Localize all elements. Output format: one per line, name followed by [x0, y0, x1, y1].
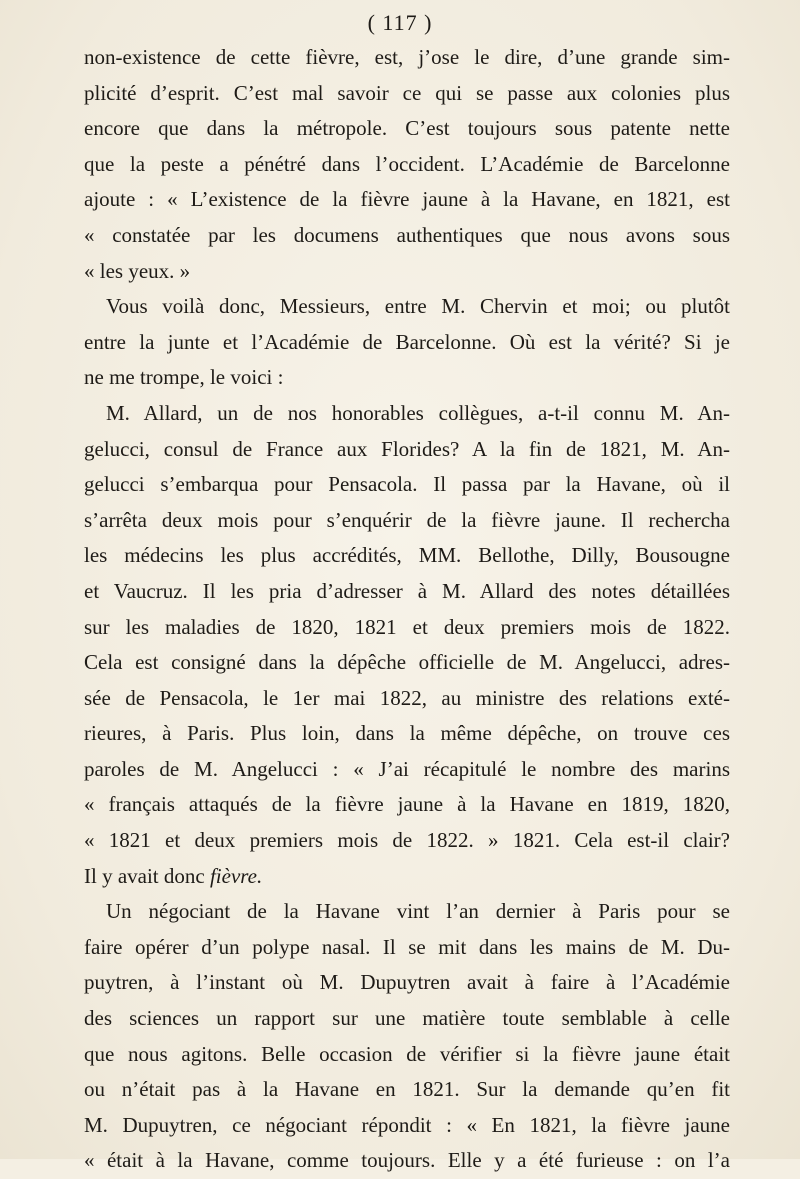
text-line-content: que nous agitons. Belle occasion de vérifier si la fièvre jaune était — [84, 1041, 730, 1066]
text-line — [84, 40, 730, 76]
text-line-content: Cela est consigné dans la dépêche officielle de M. Angelucci, adres- — [84, 650, 730, 675]
text-line — [84, 1001, 730, 1037]
text-line-content: plicité d’esprit. C’est mal savoir ce qui se passe aux colonies plus — [84, 80, 730, 105]
text-line — [84, 859, 730, 895]
text-line — [84, 111, 730, 147]
text-line — [84, 1108, 730, 1144]
text-line — [84, 1037, 730, 1073]
text-line — [84, 930, 730, 966]
text-line-content: ajoute : « L’existence de la fièvre jaune à la Havane, en 1821, est — [84, 187, 730, 212]
text-line-content: Un négociant de la Havane vint l’an dernier à Paris pour se — [106, 899, 730, 924]
text-line — [84, 182, 730, 218]
text-line-content: puytren, à l’instant où M. Dupuytren avait à faire à l’Académie — [84, 970, 730, 995]
text-line — [84, 538, 730, 574]
text-line — [84, 360, 730, 396]
italic-word: fièvre. — [209, 863, 263, 888]
text-line-content: entre la junte et l’Académie de Barcelonne. Où est la vérité? Si je — [84, 329, 730, 354]
text-line-content: gelucci s’embarqua pour Pensacola. Il passa par la Havane, où il — [84, 472, 730, 497]
text-line-content: « était à la Havane, comme toujours. Elle y a été furieuse : on l’a — [84, 1148, 730, 1173]
text-line — [84, 787, 730, 823]
page-number: ( 117 ) — [367, 10, 433, 35]
text-line-content: ou n’était pas à la Havane en 1821. Sur la demande qu’en fit — [84, 1077, 730, 1102]
text-line-content: Il y avait donc — [84, 863, 210, 888]
text-line — [84, 1143, 730, 1179]
text-line — [84, 432, 730, 468]
text-line-content: M. Allard, un de nos honorables collègues, a-t-il connu M. An- — [106, 400, 730, 425]
text-line — [84, 76, 730, 112]
text-line-content: paroles de M. Angelucci : « J’ai récapitulé le nombre des marins — [84, 756, 730, 781]
body-text — [84, 40, 730, 1179]
text-line-content: les médecins les plus accrédités, MM. Bellothe, Dilly, Bousougne — [84, 543, 730, 568]
text-line — [84, 574, 730, 610]
text-line — [84, 325, 730, 361]
text-line — [84, 681, 730, 717]
text-line-content: et Vaucruz. Il les pria d’adresser à M. Allard des notes détaillées — [84, 578, 730, 603]
text-line — [84, 610, 730, 646]
text-line-content: sée de Pensacola, le 1er mai 1822, au ministre des relations exté- — [84, 685, 730, 710]
text-line-content: non-existence de cette fièvre, est, j’ose le dire, d’une grande sim- — [84, 45, 730, 69]
text-line-content: gelucci, consul de France aux Florides? A la fin de 1821, M. An- — [84, 436, 730, 461]
text-line — [84, 503, 730, 539]
text-line — [84, 396, 730, 432]
text-line — [84, 1072, 730, 1108]
text-line-content: « français attaqués de la fièvre jaune à la Havane en 1819, 1820, — [84, 792, 730, 817]
text-line — [84, 147, 730, 183]
text-line — [84, 218, 730, 254]
text-line — [84, 716, 730, 752]
text-line-content: Vous voilà donc, Messieurs, entre M. Chervin et moi; ou plutôt — [106, 294, 730, 319]
text-line — [84, 823, 730, 859]
text-line-content: « 1821 et deux premiers mois de 1822. » 1821. Cela est-il clair? — [84, 828, 730, 853]
text-line-content: s’arrêta deux mois pour s’enquérir de la fièvre jaune. Il rechercha — [84, 507, 730, 532]
text-line-content: « les yeux. » — [84, 258, 191, 283]
text-line — [84, 965, 730, 1001]
text-line — [84, 894, 730, 930]
text-line-content: ne me trompe, le voici : — [84, 365, 284, 390]
text-line-content: M. Dupuytren, ce négociant répondit : « En 1821, la fièvre jaune — [84, 1112, 730, 1137]
text-line — [84, 752, 730, 788]
text-line-content: des sciences un rapport sur une matière toute semblable à celle — [84, 1006, 730, 1031]
text-line-content: sur les maladies de 1820, 1821 et deux premiers mois de 1822. — [84, 614, 730, 639]
text-line — [84, 289, 730, 325]
text-line-content: « constatée par les documens authentiques que nous avons sous — [84, 222, 730, 247]
text-line — [84, 645, 730, 681]
text-line-content: rieures, à Paris. Plus loin, dans la même dépêche, on trouve ces — [84, 721, 730, 746]
text-line-content: faire opérer d’un polype nasal. Il se mit dans les mains de M. Du- — [84, 934, 730, 959]
text-line-content: que la peste a pénétré dans l’occident. L’Académie de Barcelonne — [84, 151, 730, 176]
text-line — [84, 254, 730, 290]
text-line — [84, 467, 730, 503]
text-line-content: encore que dans la métropole. C’est toujours sous patente nette — [84, 116, 730, 141]
